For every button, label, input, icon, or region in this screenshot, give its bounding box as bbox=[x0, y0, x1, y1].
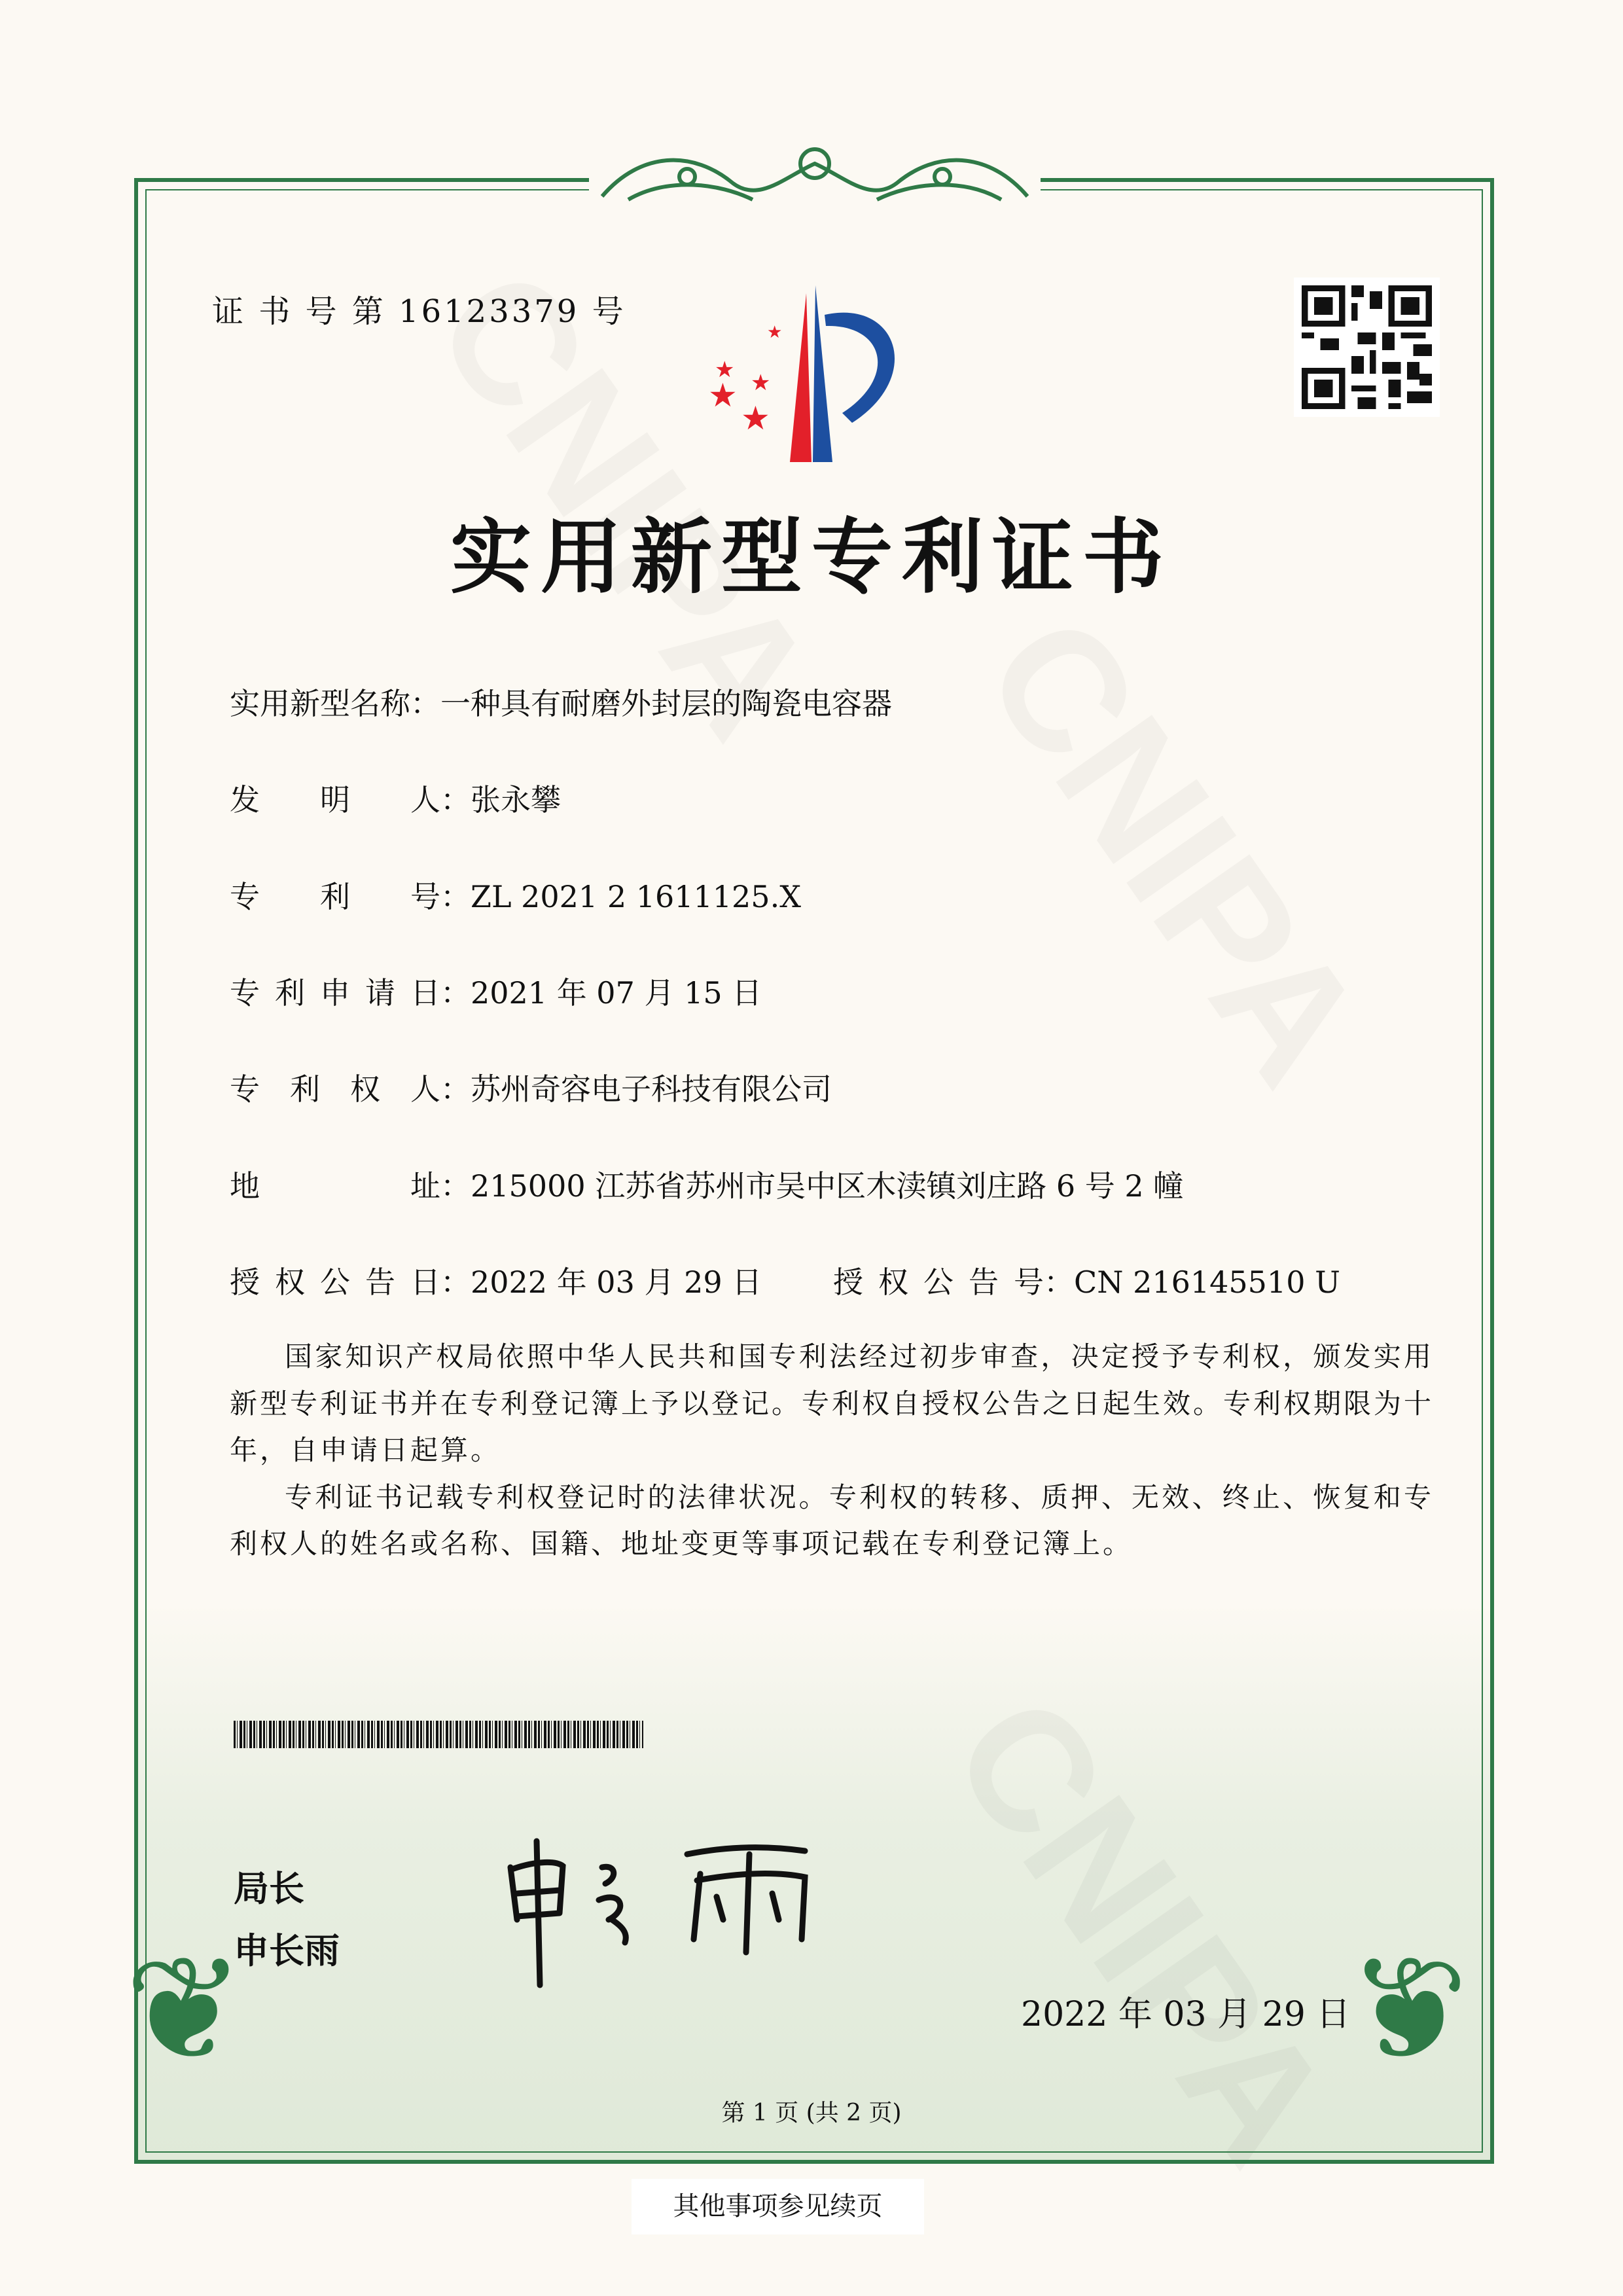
signatory-title: 局长 bbox=[234, 1868, 304, 1909]
top-ornament bbox=[589, 137, 1041, 216]
field-label: 专利权人 bbox=[230, 1071, 440, 1107]
certificate-number: 证 书 号 第 16123379 号 bbox=[212, 293, 626, 330]
statement-paragraph-2: 专利证书记载专利权登记时的法律状况。专利权的转移、质押、无效、终止、恢复和专利权人的姓名或名称、国籍、地址变更等事项记载在专利登记簿上。 bbox=[230, 1480, 1434, 1560]
svg-text:★: ★ bbox=[708, 376, 738, 414]
field-label: 发明人 bbox=[230, 782, 440, 817]
field-application-date bbox=[230, 973, 762, 1013]
field-value: 苏州奇容电子科技有限公司 bbox=[471, 1071, 832, 1107]
field-address bbox=[230, 1166, 1183, 1206]
field-label: 专利申请日 bbox=[230, 975, 440, 1011]
page-indicator: 第 1 页 (共 2 页) bbox=[721, 2100, 902, 2126]
field-label: 专利号 bbox=[230, 879, 440, 914]
colon: ： bbox=[440, 879, 471, 914]
qr-code bbox=[1294, 278, 1440, 417]
certificate-statement bbox=[230, 1333, 1434, 1568]
statement-paragraph-1: 国家知识产权局依照中华人民共和国专利法经过初步审查，决定授予专利权，颁发实用新型专利证书并在专利登记簿上予以登记。专利权自授权公告之日起生效。专利权期限为十年，自申请日起算。 bbox=[230, 1340, 1435, 1466]
field-patent-number bbox=[230, 877, 801, 916]
field-value: ZL 2021 2 1611125.X bbox=[471, 879, 801, 914]
colon: ： bbox=[1044, 1265, 1074, 1300]
svg-text:★: ★ bbox=[715, 357, 735, 383]
field-inventor bbox=[230, 780, 561, 819]
issue-date: 2022 年 03 月 29 日 bbox=[1021, 1995, 1351, 2034]
field-value: 2021 年 07 月 15 日 bbox=[471, 975, 762, 1011]
colon: ： bbox=[440, 1168, 471, 1204]
field-value: CN 216145510 U bbox=[1074, 1265, 1340, 1300]
field-value: 2022 年 03 月 29 日 bbox=[471, 1265, 762, 1300]
corner-ornament-icon: ❦ bbox=[1348, 1926, 1469, 2093]
field-label: 授权公告号 bbox=[833, 1265, 1044, 1300]
svg-text:★: ★ bbox=[741, 399, 770, 437]
field-grant-date bbox=[230, 1263, 762, 1302]
signatory-name: 申长雨 bbox=[234, 1930, 340, 1971]
continued-note: 其他事项参见续页 bbox=[632, 2179, 924, 2234]
colon: ： bbox=[440, 782, 471, 817]
field-label: 授权公告日 bbox=[230, 1265, 440, 1300]
field-value: 215000 江苏省苏州市吴中区木渎镇刘庄路 6 号 2 幢 bbox=[471, 1168, 1184, 1204]
field-publication-number bbox=[833, 1263, 1340, 1302]
field-label: 地址 bbox=[230, 1168, 440, 1204]
handwritten-signature bbox=[497, 1828, 838, 1988]
field-patentee bbox=[230, 1069, 832, 1109]
barcode bbox=[234, 1721, 643, 1748]
svg-text:★: ★ bbox=[751, 370, 771, 396]
colon: ： bbox=[410, 686, 440, 721]
colon: ： bbox=[440, 975, 471, 1011]
page-title: 实用新型专利证书 bbox=[450, 510, 1173, 605]
svg-text:★: ★ bbox=[767, 323, 783, 342]
corner-ornament-icon: ❦ bbox=[124, 1926, 245, 2093]
colon: ： bbox=[440, 1071, 471, 1107]
field-utility-model-name bbox=[230, 684, 892, 723]
cnipa-logo bbox=[702, 285, 928, 469]
field-label: 实用新型名称 bbox=[230, 686, 410, 721]
field-value: 一种具有耐磨外封层的陶瓷电容器 bbox=[440, 686, 892, 721]
colon: ： bbox=[440, 1265, 471, 1300]
field-value: 张永攀 bbox=[471, 782, 561, 817]
